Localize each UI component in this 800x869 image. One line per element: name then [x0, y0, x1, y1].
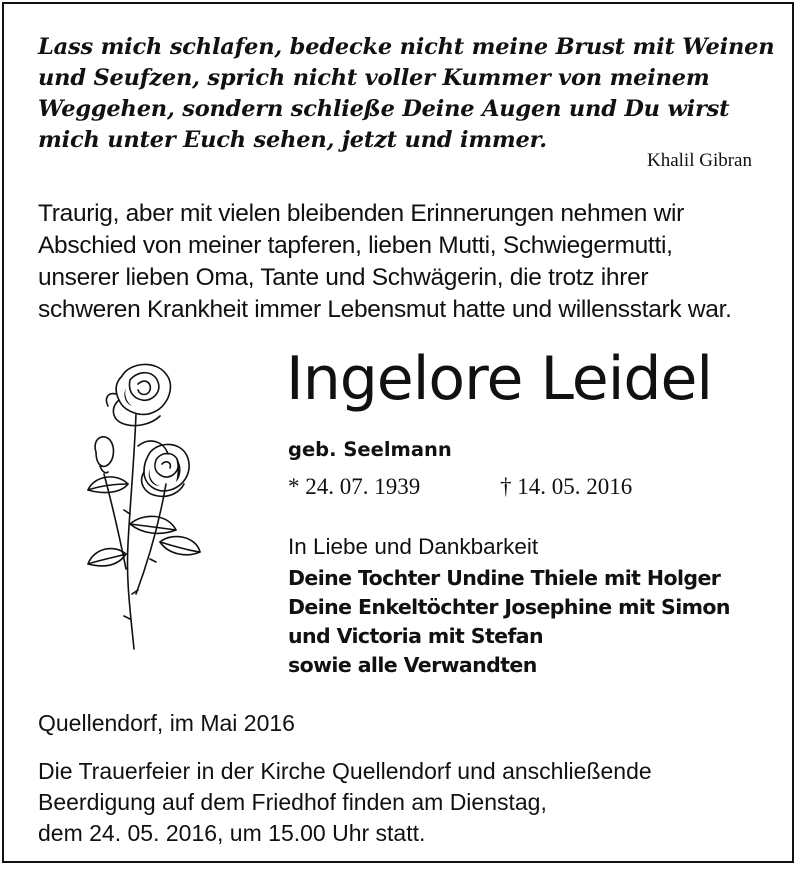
- ceremony-line: dem 24. 05. 2016, um 15.00 Uhr statt.: [38, 820, 426, 846]
- birth-date: * 24. 07. 1939: [288, 474, 421, 499]
- dedication: In Liebe und Dankbarkeit: [288, 534, 539, 559]
- quote-line: und Seufzen, sprich nicht voller Kummer von meinem: [38, 65, 710, 91]
- quote: [38, 32, 778, 156]
- quote-line: Lass mich schlafen, bedecke nicht meine Brust mit Weinen: [38, 34, 775, 60]
- intro-line: schweren Krankheit immer Lebensmut hatte und willensstark war.: [38, 296, 732, 323]
- rose-icon: [64, 354, 214, 654]
- ceremony-info: [38, 756, 778, 849]
- intro-line: unserer lieben Oma, Tante und Schwägerin, die trotz ihrer: [38, 264, 649, 291]
- place-date: Quellendorf, im Mai 2016: [38, 710, 295, 736]
- ceremony-line: Beerdigung auf dem Friedhof finden am Dienstag,: [38, 789, 547, 815]
- mourner-line: Deine Tochter Undine Thiele mit Holger: [288, 566, 721, 590]
- quote-line: mich unter Euch sehen, jetzt und immer.: [38, 127, 547, 153]
- life-dates: [288, 474, 688, 500]
- quote-author: Khalil Gibran: [646, 150, 752, 171]
- mourners-list: [288, 564, 730, 680]
- deceased-name: Ingelore Leidel: [286, 344, 713, 414]
- quote-line: Weggehen, sondern schließe Deine Augen und Du wirst: [38, 96, 730, 122]
- death-date: † 14. 05. 2016: [500, 474, 633, 499]
- maiden-name: geb. Seelmann: [288, 438, 452, 461]
- ceremony-line: Die Trauerfeier in der Kirche Quellendorf und anschließende: [38, 758, 652, 784]
- mourner-line: sowie alle Verwandten: [288, 653, 537, 677]
- intro-line: Abschied von meiner tapferen, lieben Mutti, Schwiegermutti,: [38, 232, 673, 259]
- intro-text: [38, 198, 778, 326]
- intro-line: Traurig, aber mit vielen bleibenden Erinnerungen nehmen wir: [38, 200, 684, 227]
- mourner-line: und Victoria mit Stefan: [288, 624, 544, 648]
- obituary-frame: [2, 2, 794, 863]
- mourner-line: Deine Enkeltöchter Josephine mit Simon: [288, 595, 730, 619]
